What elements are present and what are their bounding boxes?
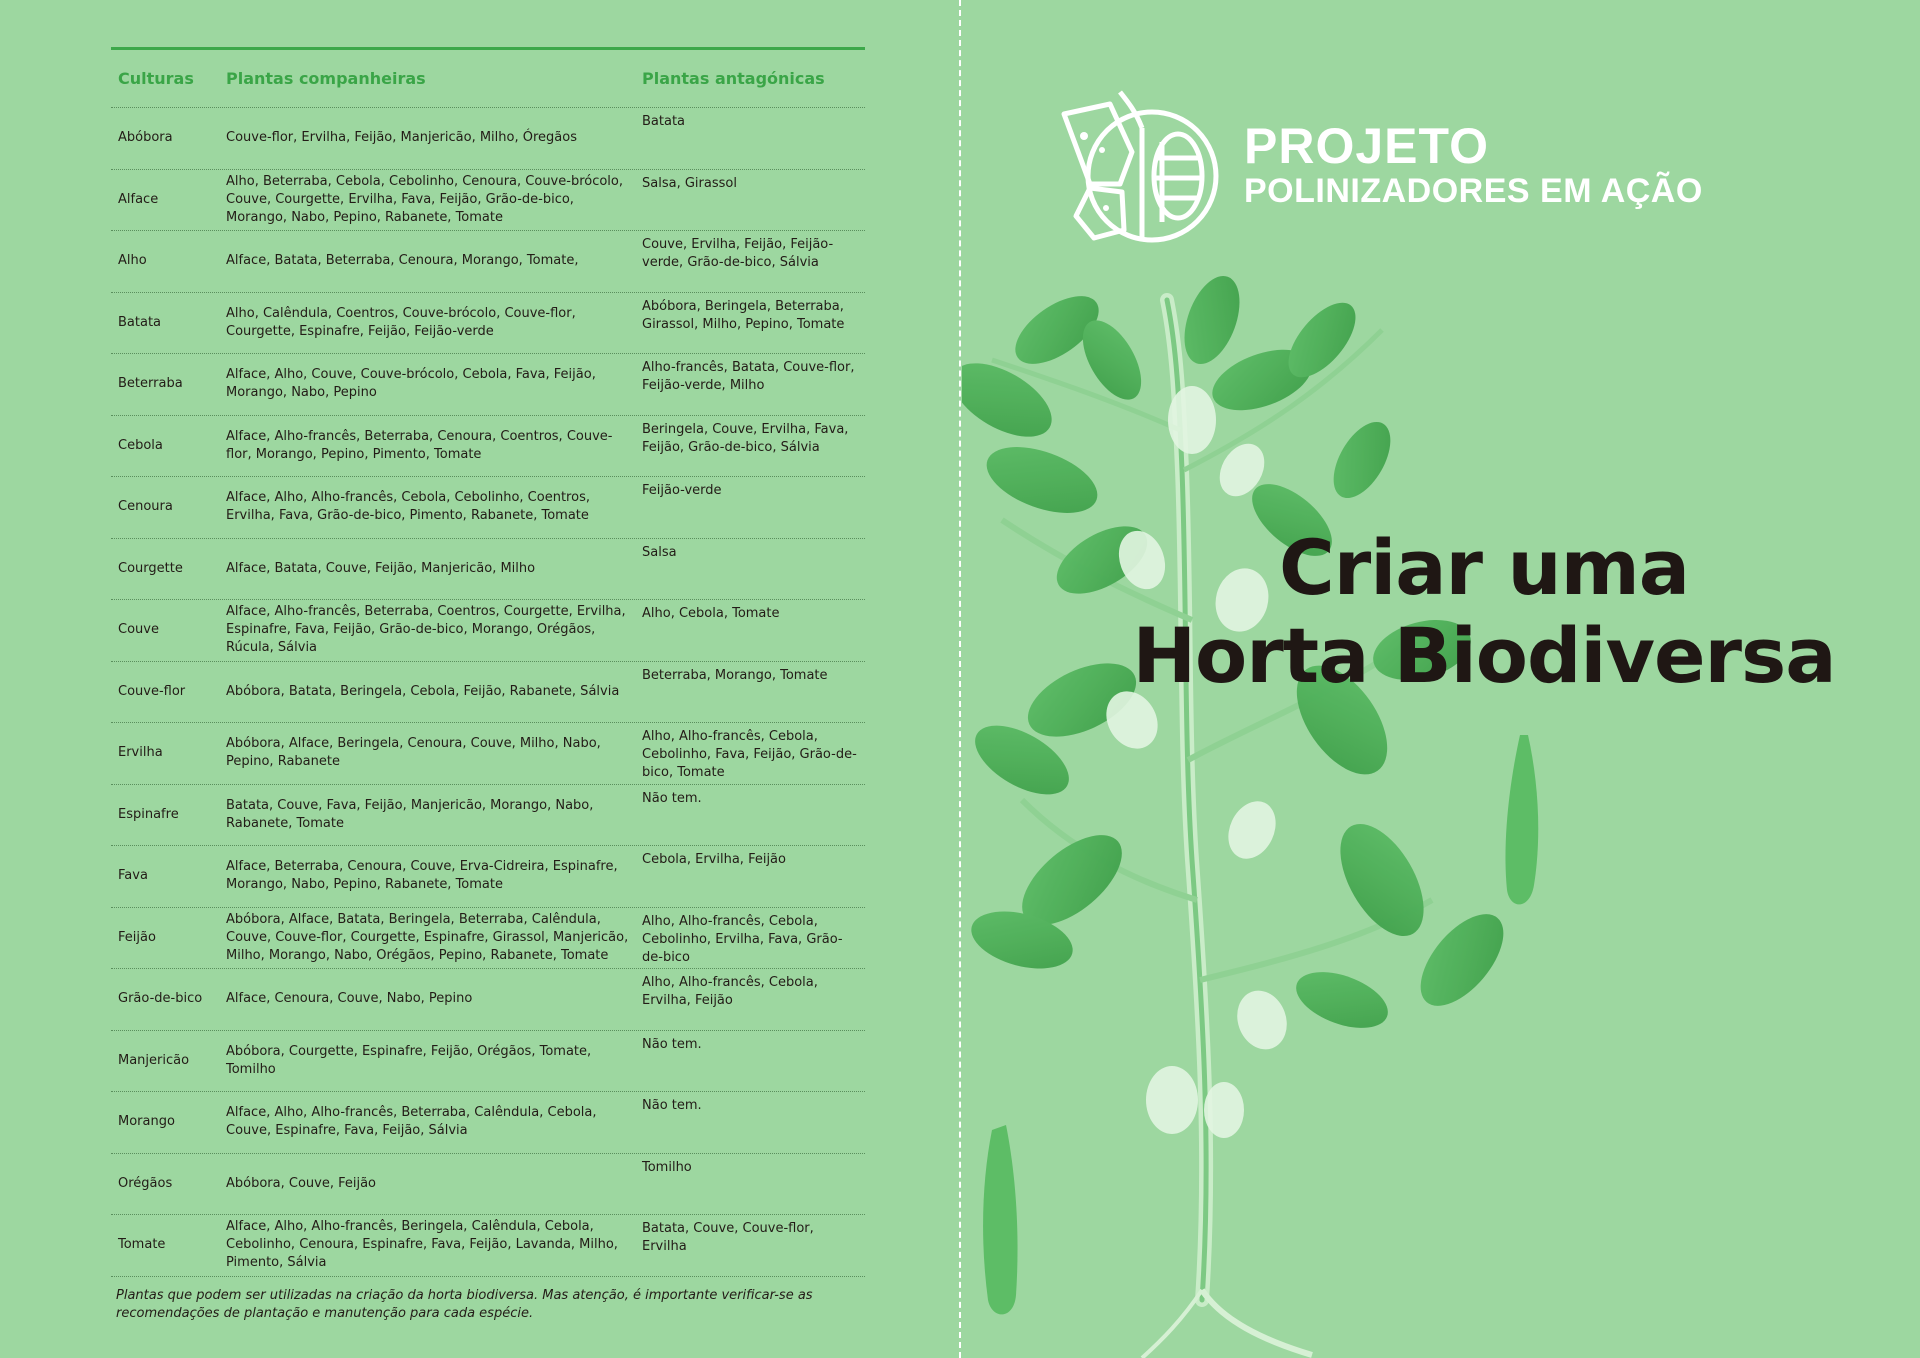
table-row <box>111 416 865 478</box>
cover-page <box>962 0 1920 1358</box>
companions-cell <box>226 662 642 723</box>
companions-cell <box>226 600 642 661</box>
header-companion-plants: Plantas companheiras <box>226 69 426 88</box>
table-row <box>111 477 865 539</box>
crop-cell <box>111 354 226 415</box>
cover-title <box>962 524 1920 700</box>
companions-cell-text: Alface, Alho, Couve, Couve-brócolo, Cebola, Fava, Feijão, Morango, Nabo, Pepino <box>226 367 596 401</box>
crop-cell-text: Alface <box>118 191 159 207</box>
crop-cell-text: Courgette <box>118 560 183 576</box>
crop-cell <box>111 1092 226 1153</box>
antagonists-cell-text: Alho, Alho-francês, Cebola, Cebolinho, Fava, Feijão, Grão-de-bico, Tomate <box>642 729 857 780</box>
companions-cell <box>226 723 642 784</box>
table-row <box>111 1215 865 1277</box>
antagonists-cell <box>642 231 865 292</box>
crop-cell <box>111 846 226 907</box>
crop-cell-text: Grão-de-bico <box>118 991 203 1007</box>
companions-cell-text: Alface, Batata, Beterraba, Cenoura, Morango, Tomate, <box>226 253 579 269</box>
table-row <box>111 1092 865 1154</box>
antagonists-cell-text: Não tem. <box>642 1036 702 1052</box>
table-row <box>111 662 865 724</box>
companions-cell-text: Couve-flor, Ervilha, Feijão, Manjericão, Milho, Óregãos <box>226 130 577 146</box>
project-subtitle: POLINIZADORES EM AÇÃO <box>1244 172 1703 210</box>
table-row <box>111 600 865 662</box>
table-row <box>111 908 865 970</box>
crop-cell-text: Fava <box>118 868 148 884</box>
antagonists-cell-text: Salsa, Girassol <box>642 175 737 191</box>
companions-cell <box>226 1092 642 1153</box>
companions-cell-text: Alface, Beterraba, Cenoura, Couve, Erva-Cidreira, Espinafre, Morango, Nabo, Pepino, Rabanete, Tomate <box>226 859 618 893</box>
companions-cell <box>226 1154 642 1215</box>
crop-cell <box>111 416 226 477</box>
header-crops: Culturas <box>118 69 194 88</box>
crop-cell-text: Feijão <box>118 929 156 945</box>
companions-cell-text: Alface, Alho, Alho-francês, Cebola, Cebolinho, Coentros, Ervilha, Fava, Grão-de-bico, Pimento, Rabanete, Tomate <box>226 490 590 524</box>
crop-cell <box>111 969 226 1030</box>
table-row <box>111 1154 865 1216</box>
crop-cell <box>111 723 226 784</box>
crop-cell-text: Cebola <box>118 437 163 453</box>
project-name <box>1244 120 1703 210</box>
companions-cell <box>226 108 642 169</box>
header-antagonist-plants: Plantas antagónicas <box>642 69 825 88</box>
companions-cell <box>226 293 642 354</box>
companions-cell-text: Abóbora, Batata, Beringela, Cebola, Feijão, Rabanete, Sálvia <box>226 683 620 699</box>
antagonists-cell-text: Beterraba, Morango, Tomate <box>642 667 828 683</box>
companions-cell-text: Alface, Alho-francês, Beterraba, Coentros, Courgette, Ervilha, Espinafre, Fava, Feijão, Grão-de-bico, Morango, Orégãos, Rúcula, Sálvia <box>226 604 626 656</box>
companions-cell-text: Abóbora, Couve, Feijão <box>226 1175 377 1191</box>
companions-cell-text: Alface, Batata, Couve, Feijão, Manjericão, Milho <box>226 560 536 576</box>
companions-cell-text: Alface, Cenoura, Couve, Nabo, Pepino <box>226 991 473 1007</box>
table-row <box>111 539 865 601</box>
antagonists-cell <box>642 293 865 354</box>
cover-title-line-1: Criar uma <box>1278 523 1690 612</box>
crop-cell <box>111 908 226 969</box>
antagonists-cell-text: Cebola, Ervilha, Feijão <box>642 852 786 867</box>
companions-cell <box>226 170 642 231</box>
crop-cell <box>111 662 226 723</box>
crop-cell <box>111 477 226 538</box>
antagonists-cell-text: Alho, Alho-francês, Cebola, Ervilha, Feijão <box>642 975 818 1008</box>
antagonists-cell <box>642 600 865 661</box>
companions-cell <box>226 416 642 477</box>
antagonists-cell <box>642 170 865 231</box>
crop-cell-text: Cenoura <box>118 499 173 515</box>
table-row <box>111 969 865 1031</box>
antagonists-cell-text: Tomilho <box>642 1159 692 1175</box>
crop-cell-text: Orégãos <box>118 1175 173 1191</box>
crop-cell <box>111 539 226 600</box>
crop-cell <box>111 1154 226 1215</box>
antagonists-cell-text: Alho, Cebola, Tomate <box>642 606 780 621</box>
crop-cell-text: Couve <box>118 622 159 638</box>
antagonists-cell-text: Couve, Ervilha, Feijão, Feijão-verde, Grão-de-bico, Sálvia <box>642 237 834 270</box>
crop-cell-text: Abóbora <box>118 130 173 146</box>
companions-cell-text: Abóbora, Alface, Beringela, Cenoura, Couve, Milho, Nabo, Pepino, Rabanete <box>226 736 601 770</box>
table-row <box>111 170 865 232</box>
companions-cell <box>226 477 642 538</box>
antagonists-cell <box>642 354 865 415</box>
crop-cell-text: Tomate <box>118 1237 166 1253</box>
crop-cell <box>111 1031 226 1092</box>
crop-cell <box>111 293 226 354</box>
antagonists-cell <box>642 908 865 969</box>
antagonists-cell-text: Não tem. <box>642 1098 702 1113</box>
table-row <box>111 846 865 908</box>
table-header-row <box>111 50 865 108</box>
companions-cell <box>226 1031 642 1092</box>
companions-cell <box>226 908 642 969</box>
antagonists-cell <box>642 723 865 784</box>
antagonists-cell <box>642 1092 865 1153</box>
table-row <box>111 108 865 170</box>
companions-cell <box>226 354 642 415</box>
table-row <box>111 354 865 416</box>
table-row <box>111 785 865 847</box>
companions-cell <box>226 539 642 600</box>
crop-cell-text: Espinafre <box>118 806 179 822</box>
companions-cell <box>226 969 642 1030</box>
companions-cell-text: Batata, Couve, Fava, Feijão, Manjericão, Morango, Nabo, Rabanete, Tomate <box>226 797 594 831</box>
antagonists-cell-text: Não tem. <box>642 790 702 806</box>
antagonists-cell <box>642 846 865 907</box>
table-row <box>111 231 865 293</box>
crop-cell-text: Couve-flor <box>118 683 186 699</box>
crop-cell <box>111 231 226 292</box>
antagonists-cell <box>642 785 865 846</box>
antagonists-cell <box>642 108 865 169</box>
companions-cell-text: Alface, Alho, Alho-francês, Beringela, Calêndula, Cebola, Cebolinho, Cenoura, Espinafre, Fava, Feijão, Lavanda, Milho, Pimento, Sálvia <box>226 1219 618 1271</box>
antagonists-cell-text: Batata, Couve, Couve-flor, Ervilha <box>642 1221 814 1254</box>
crop-cell-text: Beterraba <box>118 376 183 392</box>
antagonists-cell-text: Salsa <box>642 544 677 560</box>
antagonists-cell <box>642 662 865 723</box>
companion-planting-table <box>111 47 865 1324</box>
table-row <box>111 723 865 785</box>
antagonists-cell <box>642 477 865 538</box>
crop-cell <box>111 1215 226 1276</box>
crop-cell-text: Morango <box>118 1114 175 1130</box>
antagonists-cell <box>642 1031 865 1092</box>
cover-title-line-2: Horta Biodiversa <box>1132 611 1836 700</box>
companions-cell-text: Alface, Alho-francês, Beterraba, Cenoura, Coentros, Couve-flor, Morango, Pepino, Pimento, Tomate <box>226 428 613 462</box>
antagonists-cell-text: Feijão-verde <box>642 483 722 498</box>
antagonists-cell <box>642 416 865 477</box>
antagonists-cell-text: Alho-francês, Batata, Couve-flor, Feijão-verde, Milho <box>642 360 855 393</box>
page-fold-line <box>959 0 961 1358</box>
crop-cell-text: Ervilha <box>118 745 163 761</box>
crop-cell-text: Alho <box>118 253 147 269</box>
companions-cell-text: Alho, Beterraba, Cebola, Cebolinho, Cenoura, Couve-brócolo, Couve, Courgette, Ervilha, Fava, Feijão, Grão-de-bico, Morango, Nabo, Pepino, Rabanete, Tomate <box>226 173 624 225</box>
antagonists-cell <box>642 1154 865 1215</box>
antagonists-cell-text: Alho, Alho-francês, Cebola, Cebolinho, Ervilha, Fava, Grão-de-bico <box>642 913 843 965</box>
butterfly-bee-logo-icon <box>1050 88 1222 248</box>
crop-cell <box>111 600 226 661</box>
companions-cell <box>226 1215 642 1276</box>
antagonists-cell <box>642 539 865 600</box>
antagonists-cell-text: Beringela, Couve, Ervilha, Fava, Feijão, Grão-de-bico, Sálvia <box>642 421 849 455</box>
companions-cell <box>226 846 642 907</box>
antagonists-cell <box>642 1215 865 1276</box>
antagonists-cell-text: Abóbora, Beringela, Beterraba, Girassol, Milho, Pepino, Tomate <box>642 298 845 332</box>
antagonists-cell <box>642 969 865 1030</box>
companions-cell-text: Alho, Calêndula, Coentros, Couve-brócolo, Couve-flor, Courgette, Espinafre, Feijão, Feijão-verde <box>226 305 576 339</box>
table-body <box>111 108 865 1277</box>
table-row <box>111 1031 865 1093</box>
crop-cell <box>111 785 226 846</box>
companions-cell <box>226 785 642 846</box>
crop-cell <box>111 108 226 169</box>
project-label: PROJETO <box>1244 118 1490 174</box>
crop-cell-text: Manjericão <box>118 1052 190 1068</box>
table-footnote: Plantas que podem ser utilizadas na criação da horta biodiversa. Mas atenção, é importante verificar-se as recomendações de plantação e manutenção para cada espécie. <box>116 1287 813 1321</box>
crop-cell-text: Batata <box>118 314 162 330</box>
antagonists-cell-text: Batata <box>642 114 686 129</box>
table-row <box>111 293 865 355</box>
companions-cell-text: Abóbora, Courgette, Espinafre, Feijão, Orégãos, Tomate, Tomilho <box>226 1043 592 1077</box>
companions-cell <box>226 231 642 292</box>
companions-cell-text: Alface, Alho, Alho-francês, Beterraba, Calêndula, Cebola, Couve, Espinafre, Fava, Feijão, Sálvia <box>226 1105 597 1139</box>
crop-cell <box>111 170 226 231</box>
companions-cell-text: Abóbora, Alface, Batata, Beringela, Beterraba, Calêndula, Couve, Couve-flor, Courgette, Espinafre, Girassol, Manjericão, Milho, Morango, Nabo, Orégãos, Pepino, Rabanete, Tomate <box>226 911 629 963</box>
